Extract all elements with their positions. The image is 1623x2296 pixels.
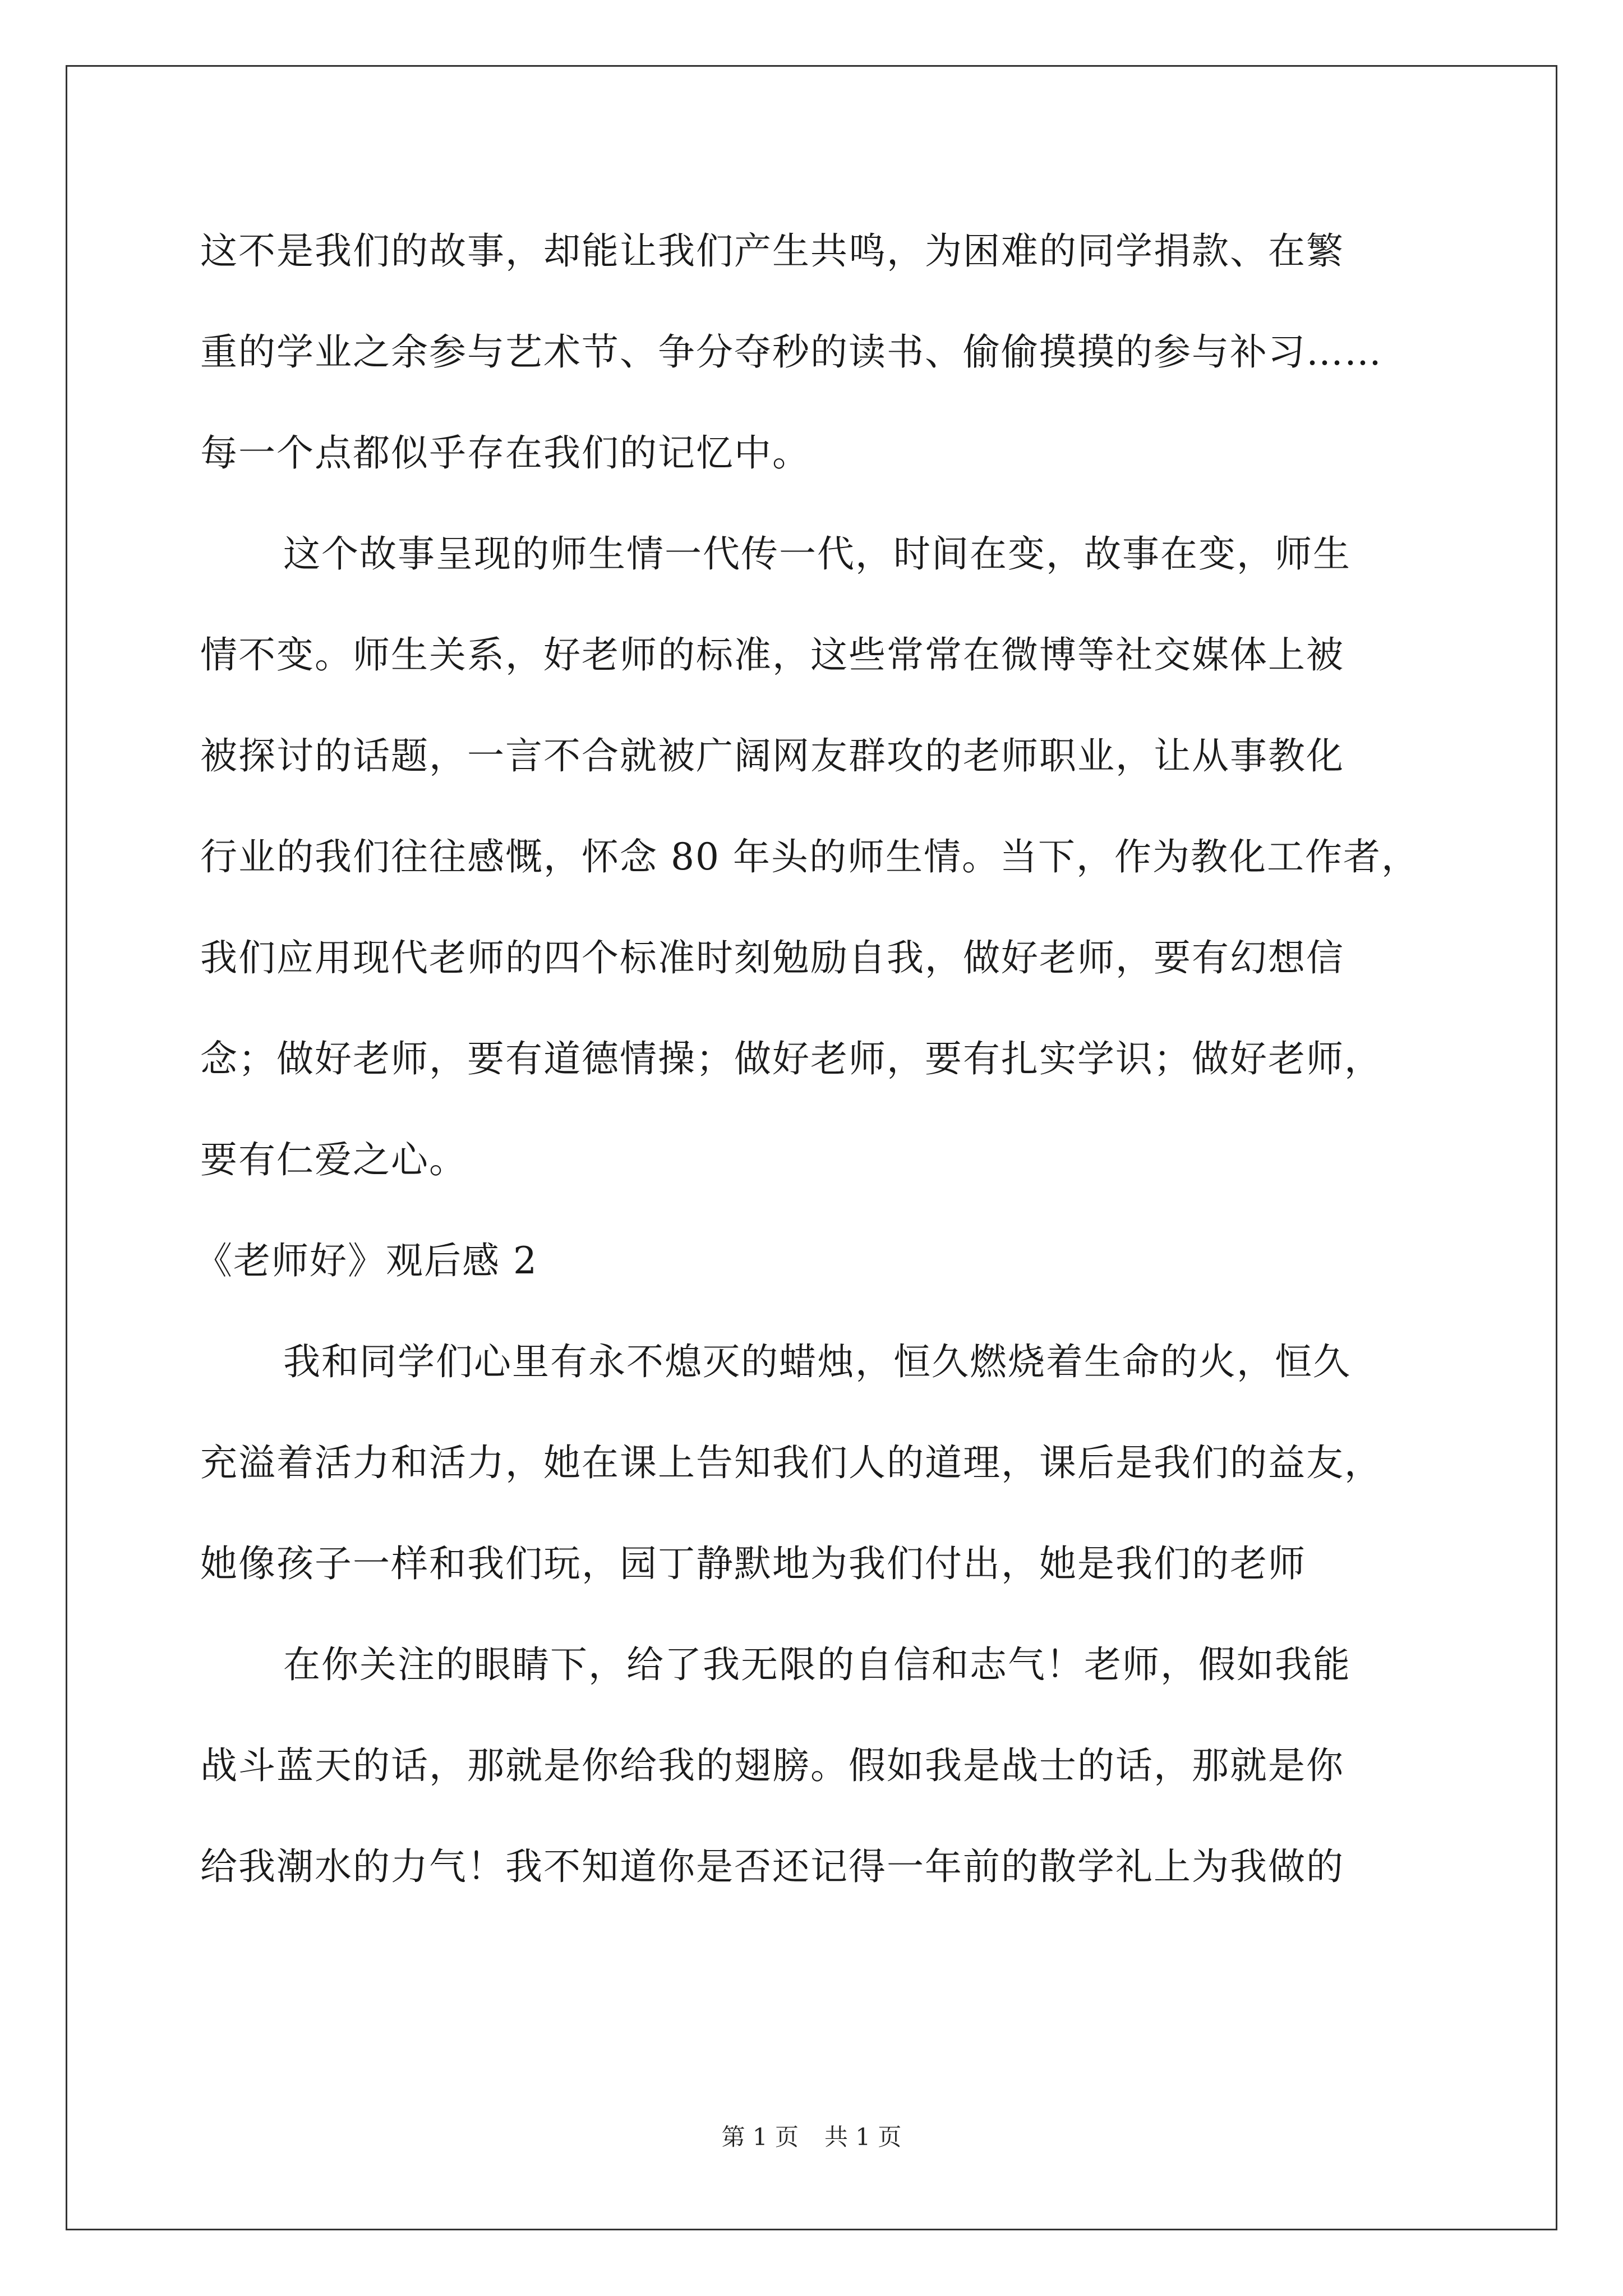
text-line: 念；做好老师，要有道德情操；做好老师，要有扎实学识；做好老师，: [200, 1037, 1382, 1080]
text-line: 被探讨的话题，一言不合就被广阔网友群攻的老师职业，让从事教化: [200, 734, 1344, 777]
section-heading: 《老师好》观后感 2: [195, 1239, 538, 1282]
text-line: 给我潮水的力气！我不知道你是否还记得一年前的散学礼上为我做的: [200, 1845, 1344, 1888]
document-body: [195, 218, 1462, 1934]
text-line: 战斗蓝天的话，那就是你给我的翅膀。假如我是战士的话，那就是你: [200, 1744, 1344, 1787]
paragraph-start-line: 在你关注的眼睛下，给了我无限的自信和志气！老师，假如我能: [283, 1643, 1351, 1686]
page-total: 共 1 页: [824, 2123, 902, 2151]
text-line: 她像孩子一样和我们玩，园丁静默地为我们付出，她是我们的老师: [200, 1542, 1306, 1585]
page-footer: [0, 2120, 1623, 2154]
text-line: 情不变。师生关系，好老师的标准，这些常常在微博等社交媒体上被: [200, 633, 1344, 677]
text-line: 每一个点都似乎存在我们的记忆中。: [200, 431, 810, 475]
paragraph-start-line: 这个故事呈现的师生情一代传一代，时间在变，故事在变，师生: [283, 532, 1351, 576]
text-line: 我们应用现代老师的四个标准时刻勉励自我，做好老师，要有幻想信: [200, 936, 1344, 979]
page-number: 第 1 页: [721, 2123, 799, 2151]
text-line: 行业的我们往往感慨，怀念 80 年头的师生情。当下，作为教化工作者，: [200, 835, 1419, 878]
text-line: 这不是我们的故事，却能让我们产生共鸣，为困难的同学捐款、在繁: [200, 229, 1344, 273]
paragraph-start-line: 我和同学们心里有永不熄灭的蜡烛，恒久燃烧着生命的火，恒久: [283, 1340, 1351, 1383]
text-line: 重的学业之余参与艺术节、争分夺秒的读书、偷偷摸摸的参与补习……: [200, 330, 1382, 374]
text-line: 充溢着活力和活力，她在课上告知我们人的道理，课后是我们的益友，: [200, 1441, 1382, 1484]
text-line: 要有仁爱之心。: [200, 1138, 467, 1181]
